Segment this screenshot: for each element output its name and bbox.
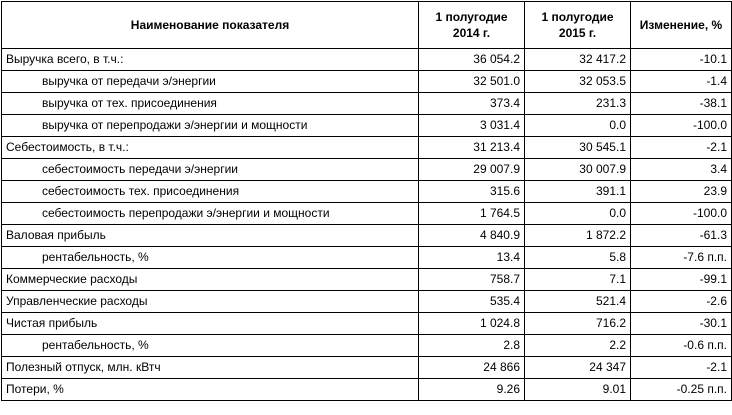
value-2014: 373.4: [419, 93, 525, 115]
value-2015: 391.1: [525, 181, 631, 203]
value-2014: 31 213.4: [419, 137, 525, 159]
table-row: [2, 93, 732, 115]
row-label: Себестоимость, в т.ч.:: [2, 137, 419, 159]
value-change: -30.1: [631, 313, 732, 335]
value-2015: 716.2: [525, 313, 631, 335]
value-2015: 7.1: [525, 269, 631, 291]
value-2015: 231.3: [525, 93, 631, 115]
value-2014: 2.8: [419, 335, 525, 357]
table-row: [2, 137, 732, 159]
value-2015: 0.0: [525, 115, 631, 137]
header-h1-2014: 1 полугодие 2014 г.: [419, 2, 525, 49]
table-row: [2, 313, 732, 335]
value-change: -38.1: [631, 93, 732, 115]
value-2015: 30 007.9: [525, 159, 631, 181]
table-row: [2, 115, 732, 137]
value-change: -2.1: [631, 357, 732, 379]
value-change: -7.6 п.п.: [631, 247, 732, 269]
value-2015: 521.4: [525, 291, 631, 313]
table-row: [2, 225, 732, 247]
value-2015: 5.8: [525, 247, 631, 269]
value-2015: 9.01: [525, 379, 631, 401]
table-row: [2, 247, 732, 269]
value-2014: 758.7: [419, 269, 525, 291]
row-label: Выручка всего, в т.ч.:: [2, 49, 419, 71]
value-2014: 9.26: [419, 379, 525, 401]
value-change: -61.3: [631, 225, 732, 247]
value-change: -10.1: [631, 49, 732, 71]
financial-indicators-table: [1, 1, 732, 401]
value-2015: 30 545.1: [525, 137, 631, 159]
value-2015: 32 053.5: [525, 71, 631, 93]
value-2015: 0.0: [525, 203, 631, 225]
value-2014: 32 501.0: [419, 71, 525, 93]
table-header: [2, 2, 732, 49]
row-label: Коммерческие расходы: [2, 269, 419, 291]
table-row: [2, 291, 732, 313]
table-row: [2, 181, 732, 203]
row-label: Потери, %: [2, 379, 419, 401]
table-row: [2, 269, 732, 291]
row-label: Полезный отпуск, млн. кВтч: [2, 357, 419, 379]
header-row: [2, 2, 732, 49]
value-2015: 24 347: [525, 357, 631, 379]
row-label: выручка от перепродажи э/энергии и мощности: [2, 115, 419, 137]
row-label: Валовая прибыль: [2, 225, 419, 247]
value-change: -100.0: [631, 203, 732, 225]
value-2014: 29 007.9: [419, 159, 525, 181]
row-label: Чистая прибыль: [2, 313, 419, 335]
value-2015: 32 417.2: [525, 49, 631, 71]
value-2014: 13.4: [419, 247, 525, 269]
value-2014: 1 024.8: [419, 313, 525, 335]
table-row: [2, 357, 732, 379]
row-label: рентабельность, %: [2, 247, 419, 269]
table-row: [2, 335, 732, 357]
value-2015: 2.2: [525, 335, 631, 357]
row-label: рентабельность, %: [2, 335, 419, 357]
row-label: себестоимость передачи э/энергии: [2, 159, 419, 181]
value-change: -2.1: [631, 137, 732, 159]
table-row: [2, 159, 732, 181]
header-change: Изменение, %: [631, 2, 732, 49]
header-indicator-name: Наименование показателя: [2, 2, 419, 49]
value-2014: 24 866: [419, 357, 525, 379]
table-row: [2, 71, 732, 93]
value-change: 23.9: [631, 181, 732, 203]
value-change: 3.4: [631, 159, 732, 181]
table-row: [2, 379, 732, 401]
row-label: себестоимость перепродажи э/энергии и мощности: [2, 203, 419, 225]
value-change: -1.4: [631, 71, 732, 93]
table-row: [2, 49, 732, 71]
value-change: -99.1: [631, 269, 732, 291]
value-change: -0.25 п.п.: [631, 379, 732, 401]
row-label: выручка от тех. присоединения: [2, 93, 419, 115]
value-2014: 36 054.2: [419, 49, 525, 71]
value-2014: 4 840.9: [419, 225, 525, 247]
table-body: [2, 49, 732, 401]
value-2015: 1 872.2: [525, 225, 631, 247]
value-change: -100.0: [631, 115, 732, 137]
value-2014: 535.4: [419, 291, 525, 313]
row-label: выручка от передачи э/энергии: [2, 71, 419, 93]
row-label: себестоимость тех. присоединения: [2, 181, 419, 203]
table-row: [2, 203, 732, 225]
row-label: Управленческие расходы: [2, 291, 419, 313]
value-change: -2.6: [631, 291, 732, 313]
header-h1-2015: 1 полугодие 2015 г.: [525, 2, 631, 49]
value-change: -0.6 п.п.: [631, 335, 732, 357]
value-2014: 315.6: [419, 181, 525, 203]
value-2014: 3 031.4: [419, 115, 525, 137]
value-2014: 1 764.5: [419, 203, 525, 225]
